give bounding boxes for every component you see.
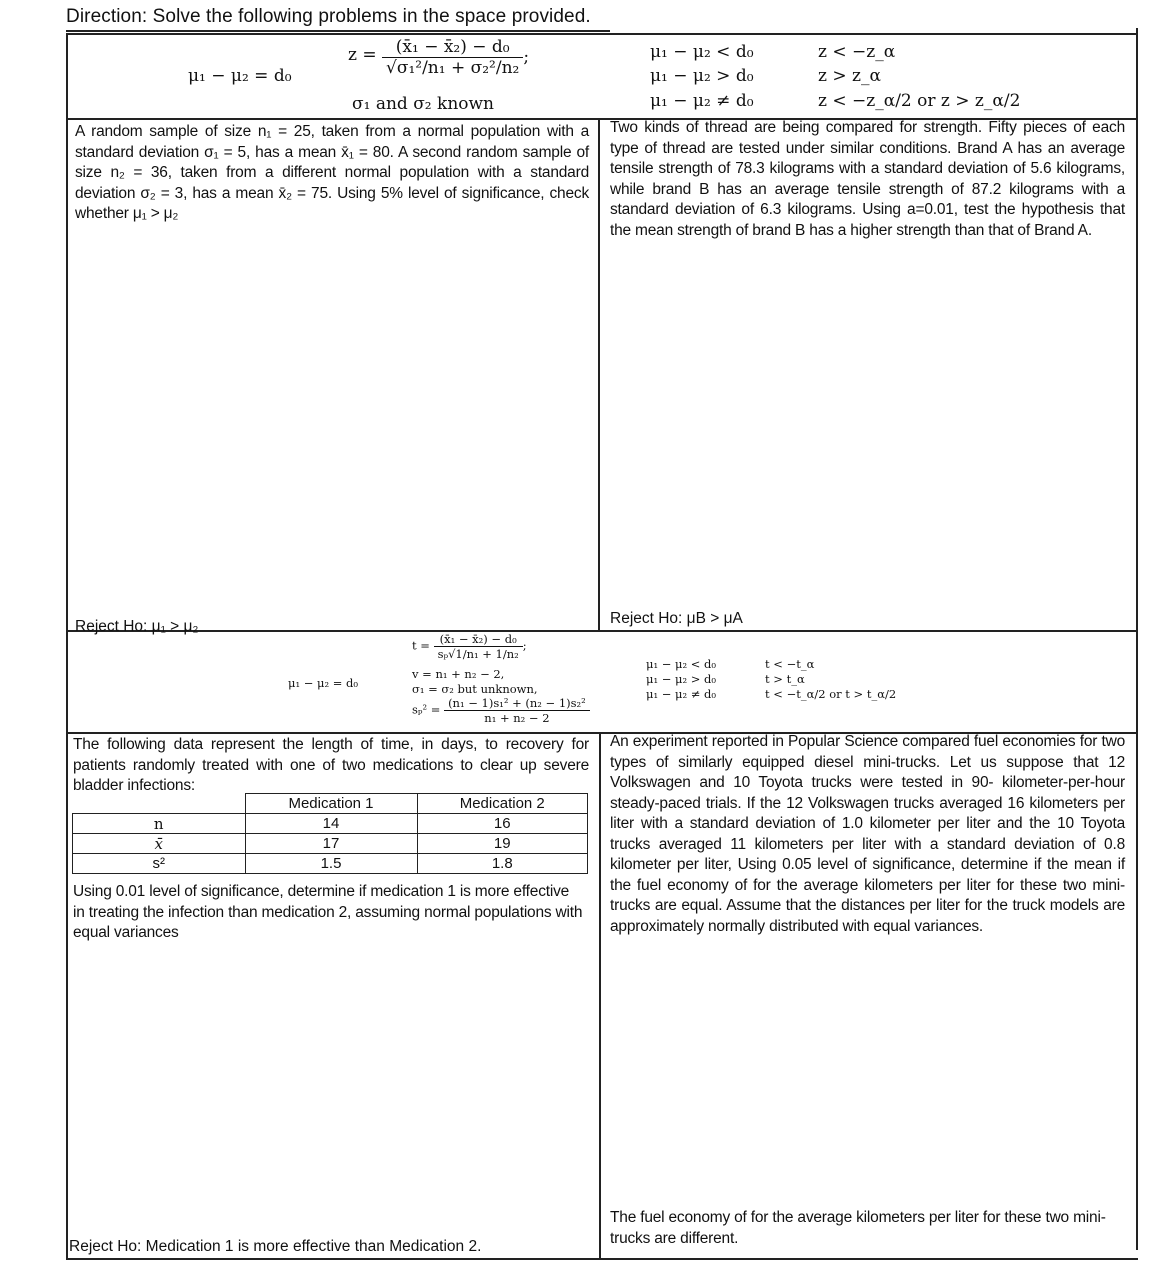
- z-alt-2-hyp: μ₁ − μ₂ > d₀: [650, 66, 754, 86]
- z-condition: σ₁ and σ₂ known: [352, 94, 495, 114]
- problem4-conclusion: The fuel economy of for the average kilometers per liter for these two mini-trucks are different.: [610, 1209, 1106, 1247]
- t-fraction: [434, 632, 523, 661]
- z-alt-1-hyp: μ₁ − μ₂ < d₀: [650, 42, 754, 62]
- z-null-hypothesis: μ₁ − μ₂ = d₀: [188, 66, 292, 86]
- t-alt-2-hyp: μ₁ − μ₂ > d₀: [646, 672, 717, 686]
- medication-table: [72, 793, 588, 874]
- table-header-row: [73, 794, 588, 814]
- z-alt-3-region: z < −z_α/2 or z > z_α/2: [818, 91, 1021, 111]
- t-null-hypothesis: μ₁ − μ₂ = d₀: [288, 676, 359, 690]
- z-numerator: (x̄₁ − x̄₂) − d₀: [382, 37, 523, 58]
- z-fraction: [382, 37, 523, 78]
- z-formula: [348, 37, 529, 78]
- problem3-intro: The following data represent the length of time, in days, to recovery for patients randomly treated with one of two medications to clear up severe bladder infections:: [73, 736, 589, 794]
- problem1-text: A random sample of size n₁ = 25, taken from a normal population with a standard deviation σ₁ = 5, has a mean x̄₁ = 80. A second random sample of size n₂ = 36, taken from a different normal population with a standard deviation σ₂ = 3, has a mean x̄₂ = 75. Using 5% level of significance, check whether μ₁ > μ₂: [75, 123, 589, 222]
- table-row: [73, 814, 588, 834]
- table-row-label: x̄: [73, 834, 246, 854]
- t-alt-2-region: t > t_α: [765, 672, 805, 686]
- table-cell: 17: [245, 834, 417, 854]
- t-semicolon: ;: [522, 638, 527, 653]
- t-lhs: t =: [412, 638, 430, 653]
- outer-border-left: [66, 33, 68, 1260]
- sp-fraction: [444, 696, 590, 725]
- t-alt-1-hyp: μ₁ − μ₂ < d₀: [646, 657, 717, 671]
- outer-border-bottom: [66, 1258, 1138, 1260]
- z-alt-1-region: z < −z_α: [818, 42, 896, 62]
- z-semicolon: ;: [523, 47, 530, 67]
- table-row-label: n: [73, 814, 246, 834]
- table-cell: 14: [245, 814, 417, 834]
- sp-lhs: sₚ² =: [412, 702, 441, 717]
- z-lhs: z =: [348, 45, 377, 65]
- t-degrees-of-freedom: v = n₁ + n₂ − 2,: [412, 667, 505, 681]
- t-alt-3-region: t < −t_α/2 or t > t_α/2: [765, 687, 897, 701]
- z-alt-3-hyp: μ₁ − μ₂ ≠ d₀: [650, 91, 754, 111]
- t-pooled-variance: [412, 696, 590, 725]
- table-header-medication-1: Medication 1: [245, 794, 417, 814]
- problem4-text: An experiment reported in Popular Science compared fuel economies for two types of similarly equipped diesel mini-trucks. Let us suppose that 12 Volkswagen and 10 Toyota trucks were tested in 90- kilometer-per-hour steady-paced trials. If the 12 Volkswagen trucks averaged 16 kilometers per liter with a standard deviation of 1.0 kilometer per liter and the 10 Toyota trucks averaged 11 kilometers per liter with a standard deviation of 0.8 kilometer per liter, Using 0.05 level of significance, determine if the mean if the fuel economy of for the average kilometers per liter for these two mini-trucks are equal. Assume that the distances per liter for the truck models are approximately normally distributed with equal variances.: [610, 733, 1125, 935]
- t-alt-1-region: t < −t_α: [765, 657, 815, 671]
- center-divider-top: [598, 118, 600, 630]
- problem3-question: Using 0.01 level of significance, determine if medication 1 is more effective in treating the infection than medication 2, assuming normal populations with equal variances: [73, 883, 583, 941]
- sp-denominator: n₁ + n₂ − 2: [484, 711, 550, 725]
- problem2-text: Two kinds of thread are being compared for strength. Fifty pieces of each type of thread are tested under similar conditions. Brand A has an average tensile strength of 78.3 kilograms with a standard deviation of 5.6 kilograms, while brand B has an average tensile strength of 87.2 kilograms with a standard deviation of 6.3 kilograms. Using a=0.01, test the hypothesis that the mean strength of brand B has a higher strength than that of Brand A.: [610, 119, 1125, 239]
- table-header-medication-2: Medication 2: [417, 794, 588, 814]
- table-cell: 1.8: [417, 854, 588, 874]
- outer-border-top: [66, 33, 1138, 35]
- z-denominator: √σ₁²/n₁ + σ₂²/n₂: [386, 58, 520, 78]
- table-row: [73, 854, 588, 874]
- outer-border-right: [1136, 28, 1138, 1250]
- t-denominator: sₚ√1/n₁ + 1/n₂: [437, 647, 519, 661]
- table-cell: 1.5: [245, 854, 417, 874]
- problem1-reject: Reject Ho: μ₁ > μ₂: [75, 618, 199, 635]
- t-formula: [412, 632, 527, 661]
- t-alt-3-hyp: μ₁ − μ₂ ≠ d₀: [646, 687, 717, 701]
- table-row-label: s²: [73, 854, 246, 874]
- center-divider-bottom: [599, 732, 601, 1258]
- direction-heading: Direction: Solve the following problems in the space provided.: [66, 6, 591, 27]
- table-row: [73, 834, 588, 854]
- row2-top-rule: [66, 630, 1138, 632]
- z-alt-2-region: z > z_α: [818, 66, 881, 86]
- table-cell: 19: [417, 834, 588, 854]
- table-header-blank: [73, 794, 246, 814]
- title-underline: [66, 30, 610, 32]
- problem2-reject: Reject Ho: μB > μA: [610, 610, 743, 627]
- t-condition: σ₁ = σ₂ but unknown,: [412, 682, 538, 696]
- table-cell: 16: [417, 814, 588, 834]
- sp-numerator: (n₁ − 1)s₁² + (n₂ − 1)s₂²: [444, 696, 590, 711]
- t-numerator: (x̄₁ − x̄₂) − d₀: [434, 632, 523, 647]
- problem3-reject: Reject Ho: Medication 1 is more effective than Medication 2.: [69, 1238, 482, 1255]
